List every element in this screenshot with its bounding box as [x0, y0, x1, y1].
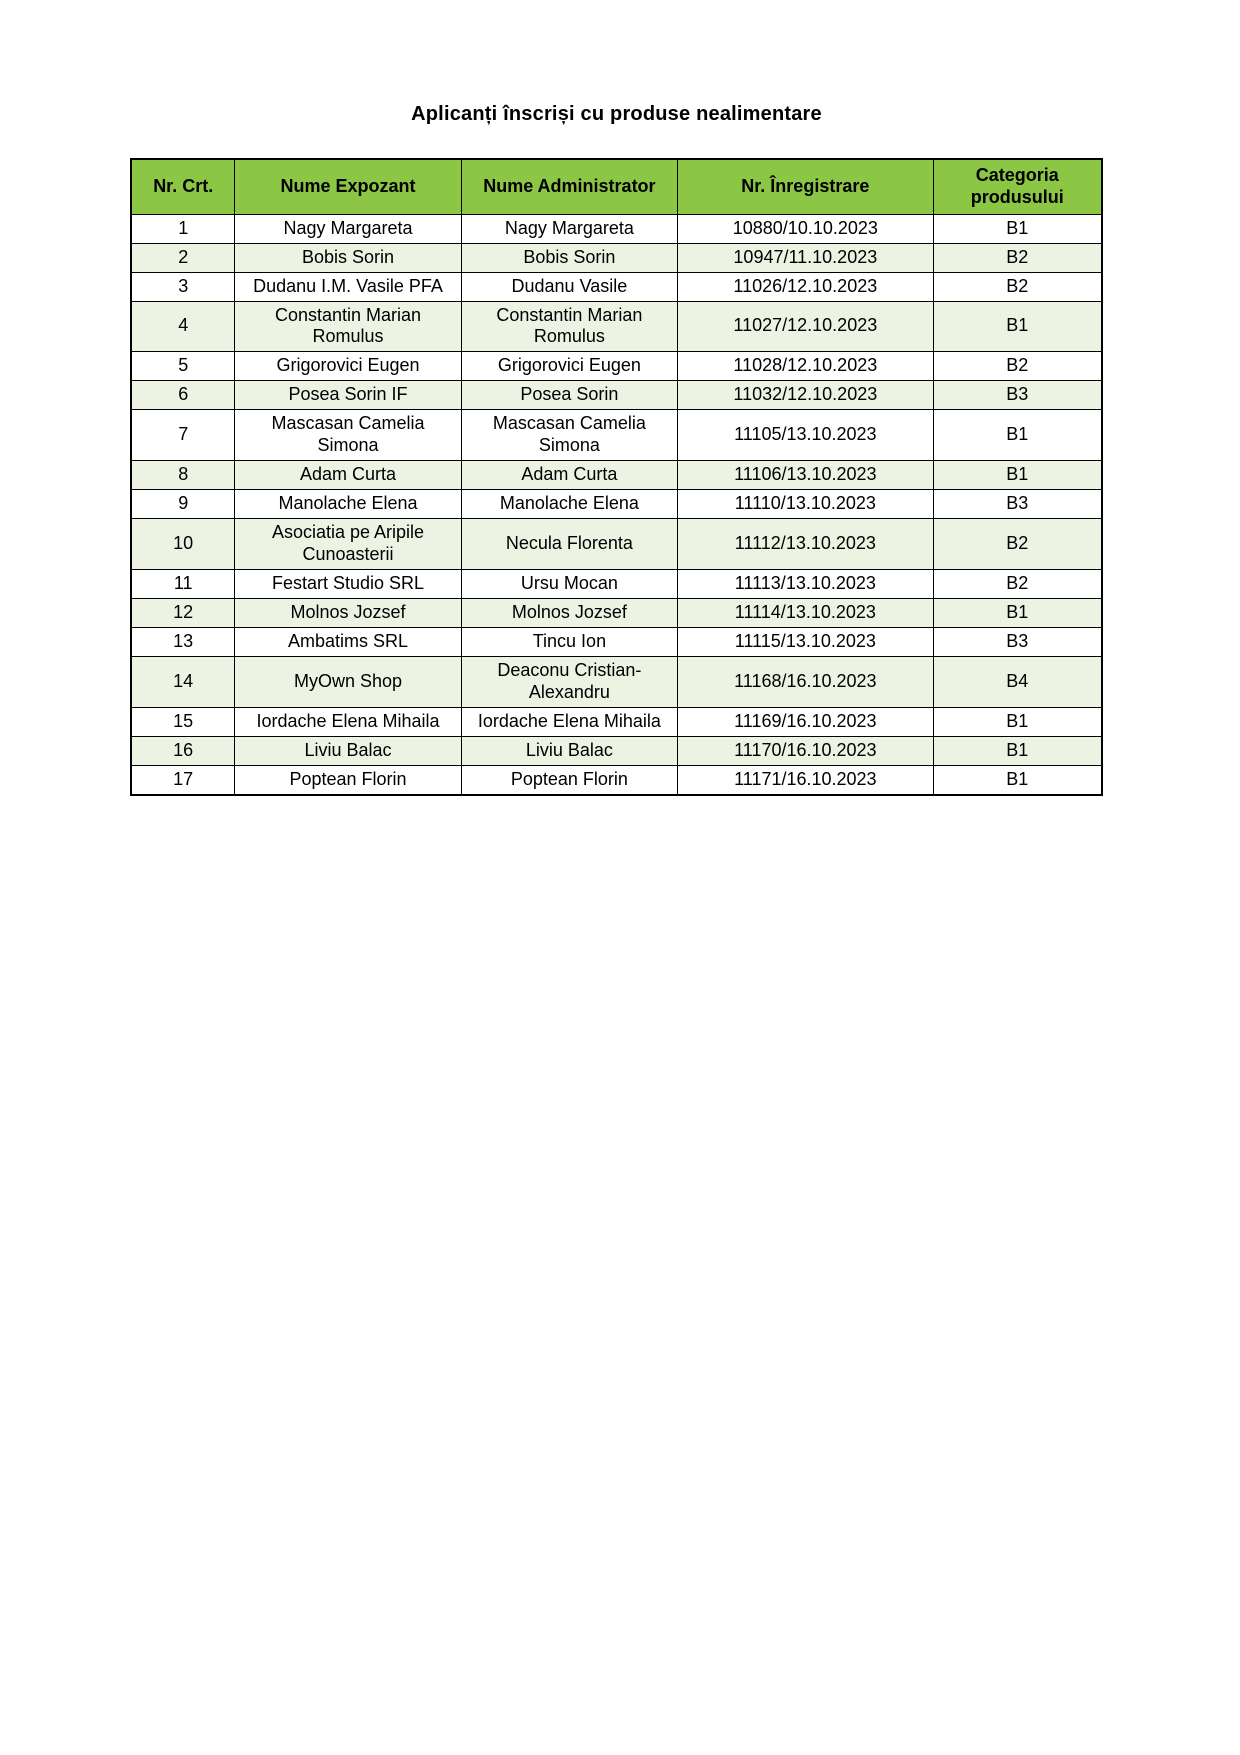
- cell-nr-inregistrare: 11114/13.10.2023: [678, 599, 933, 628]
- table-row: [131, 214, 1102, 243]
- cell-nume-administrator: Bobis Sorin: [461, 243, 678, 272]
- table-row: [131, 301, 1102, 352]
- cell-categoria-produsului: B1: [933, 410, 1102, 461]
- cell-nume-expozant: Mascasan Camelia Simona: [235, 410, 461, 461]
- cell-nr-inregistrare: 11106/13.10.2023: [678, 461, 933, 490]
- cell-nr-crt: 9: [131, 490, 235, 519]
- cell-nr-crt: 6: [131, 381, 235, 410]
- cell-categoria-produsului: B2: [933, 519, 1102, 570]
- applicants-table: [130, 158, 1103, 796]
- cell-nume-administrator: Manolache Elena: [461, 490, 678, 519]
- cell-nume-administrator: Molnos Jozsef: [461, 599, 678, 628]
- table-row: [131, 381, 1102, 410]
- cell-nume-expozant: Iordache Elena Mihaila: [235, 708, 461, 737]
- cell-nr-inregistrare: 11113/13.10.2023: [678, 570, 933, 599]
- cell-nr-inregistrare: 10880/10.10.2023: [678, 214, 933, 243]
- table-row: [131, 352, 1102, 381]
- cell-nr-crt: 1: [131, 214, 235, 243]
- cell-nr-inregistrare: 11115/13.10.2023: [678, 628, 933, 657]
- cell-categoria-produsului: B1: [933, 737, 1102, 766]
- cell-nume-administrator: Necula Florenta: [461, 519, 678, 570]
- cell-nr-crt: 13: [131, 628, 235, 657]
- cell-nr-crt: 7: [131, 410, 235, 461]
- cell-categoria-produsului: B1: [933, 214, 1102, 243]
- table-row: [131, 243, 1102, 272]
- cell-nr-inregistrare: 11028/12.10.2023: [678, 352, 933, 381]
- cell-nume-expozant: Posea Sorin IF: [235, 381, 461, 410]
- cell-nume-expozant: MyOwn Shop: [235, 657, 461, 708]
- column-header-nr-crt: Nr. Crt.: [131, 159, 235, 214]
- cell-categoria-produsului: B1: [933, 461, 1102, 490]
- cell-nume-expozant: Dudanu I.M. Vasile PFA: [235, 272, 461, 301]
- cell-nr-inregistrare: 11171/16.10.2023: [678, 766, 933, 795]
- cell-nume-administrator: Mascasan Camelia Simona: [461, 410, 678, 461]
- cell-nr-crt: 10: [131, 519, 235, 570]
- cell-categoria-produsului: B3: [933, 490, 1102, 519]
- cell-nume-administrator: Poptean Florin: [461, 766, 678, 795]
- cell-nume-expozant: Ambatims SRL: [235, 628, 461, 657]
- cell-nr-inregistrare: 11026/12.10.2023: [678, 272, 933, 301]
- cell-nume-administrator: Ursu Mocan: [461, 570, 678, 599]
- cell-nume-administrator: Posea Sorin: [461, 381, 678, 410]
- cell-nume-expozant: Manolache Elena: [235, 490, 461, 519]
- table-row: [131, 708, 1102, 737]
- cell-nr-inregistrare: 11032/12.10.2023: [678, 381, 933, 410]
- cell-nr-crt: 12: [131, 599, 235, 628]
- page-title: Aplicanți înscriși cu produse nealimentare: [411, 103, 822, 125]
- cell-nr-inregistrare: 11110/13.10.2023: [678, 490, 933, 519]
- table-row: [131, 519, 1102, 570]
- column-header-nr-inregistrare: Nr. Înregistrare: [678, 159, 933, 214]
- column-header-nume-administrator: Nume Administrator: [461, 159, 678, 214]
- cell-nume-expozant: Festart Studio SRL: [235, 570, 461, 599]
- cell-nume-expozant: Poptean Florin: [235, 766, 461, 795]
- cell-nume-administrator: Adam Curta: [461, 461, 678, 490]
- table-row: [131, 766, 1102, 795]
- table-row: [131, 490, 1102, 519]
- cell-nume-expozant: Bobis Sorin: [235, 243, 461, 272]
- cell-categoria-produsului: B1: [933, 599, 1102, 628]
- cell-nume-expozant: Nagy Margareta: [235, 214, 461, 243]
- cell-nr-crt: 16: [131, 737, 235, 766]
- cell-nr-inregistrare: 11112/13.10.2023: [678, 519, 933, 570]
- column-header-categoria-produsului: Categoria produsului: [933, 159, 1102, 214]
- cell-nume-administrator: Liviu Balac: [461, 737, 678, 766]
- cell-nume-expozant: Adam Curta: [235, 461, 461, 490]
- cell-categoria-produsului: B1: [933, 301, 1102, 352]
- cell-nr-inregistrare: 11027/12.10.2023: [678, 301, 933, 352]
- cell-categoria-produsului: B3: [933, 628, 1102, 657]
- table-row: [131, 628, 1102, 657]
- cell-nr-inregistrare: 11168/16.10.2023: [678, 657, 933, 708]
- cell-nume-administrator: Constantin Marian Romulus: [461, 301, 678, 352]
- table-row: [131, 461, 1102, 490]
- cell-nr-crt: 4: [131, 301, 235, 352]
- cell-nume-administrator: Iordache Elena Mihaila: [461, 708, 678, 737]
- cell-nr-crt: 3: [131, 272, 235, 301]
- cell-nr-crt: 2: [131, 243, 235, 272]
- cell-nume-expozant: Liviu Balac: [235, 737, 461, 766]
- cell-categoria-produsului: B4: [933, 657, 1102, 708]
- cell-nr-crt: 17: [131, 766, 235, 795]
- table-row: [131, 657, 1102, 708]
- cell-nr-inregistrare: 10947/11.10.2023: [678, 243, 933, 272]
- cell-nr-inregistrare: 11105/13.10.2023: [678, 410, 933, 461]
- cell-nume-administrator: Deaconu Cristian-Alexandru: [461, 657, 678, 708]
- cell-nr-crt: 5: [131, 352, 235, 381]
- table-body: [131, 214, 1102, 795]
- cell-categoria-produsului: B2: [933, 243, 1102, 272]
- cell-nr-inregistrare: 11170/16.10.2023: [678, 737, 933, 766]
- cell-categoria-produsului: B3: [933, 381, 1102, 410]
- table-row: [131, 570, 1102, 599]
- cell-categoria-produsului: B2: [933, 352, 1102, 381]
- cell-nume-administrator: Grigorovici Eugen: [461, 352, 678, 381]
- cell-nume-expozant: Molnos Jozsef: [235, 599, 461, 628]
- table-row: [131, 410, 1102, 461]
- table-row: [131, 737, 1102, 766]
- table-header-row: [131, 159, 1102, 214]
- cell-nume-expozant: Constantin Marian Romulus: [235, 301, 461, 352]
- table-row: [131, 272, 1102, 301]
- column-header-nume-expozant: Nume Expozant: [235, 159, 461, 214]
- table-row: [131, 599, 1102, 628]
- cell-nr-crt: 14: [131, 657, 235, 708]
- cell-nr-crt: 15: [131, 708, 235, 737]
- cell-nume-administrator: Nagy Margareta: [461, 214, 678, 243]
- cell-categoria-produsului: B2: [933, 570, 1102, 599]
- cell-nr-crt: 8: [131, 461, 235, 490]
- cell-nr-crt: 11: [131, 570, 235, 599]
- cell-nr-inregistrare: 11169/16.10.2023: [678, 708, 933, 737]
- cell-categoria-produsului: B1: [933, 708, 1102, 737]
- cell-categoria-produsului: B2: [933, 272, 1102, 301]
- cell-nume-administrator: Dudanu Vasile: [461, 272, 678, 301]
- cell-nume-administrator: Tincu Ion: [461, 628, 678, 657]
- cell-nume-expozant: Asociatia pe Aripile Cunoasterii: [235, 519, 461, 570]
- cell-categoria-produsului: B1: [933, 766, 1102, 795]
- cell-nume-expozant: Grigorovici Eugen: [235, 352, 461, 381]
